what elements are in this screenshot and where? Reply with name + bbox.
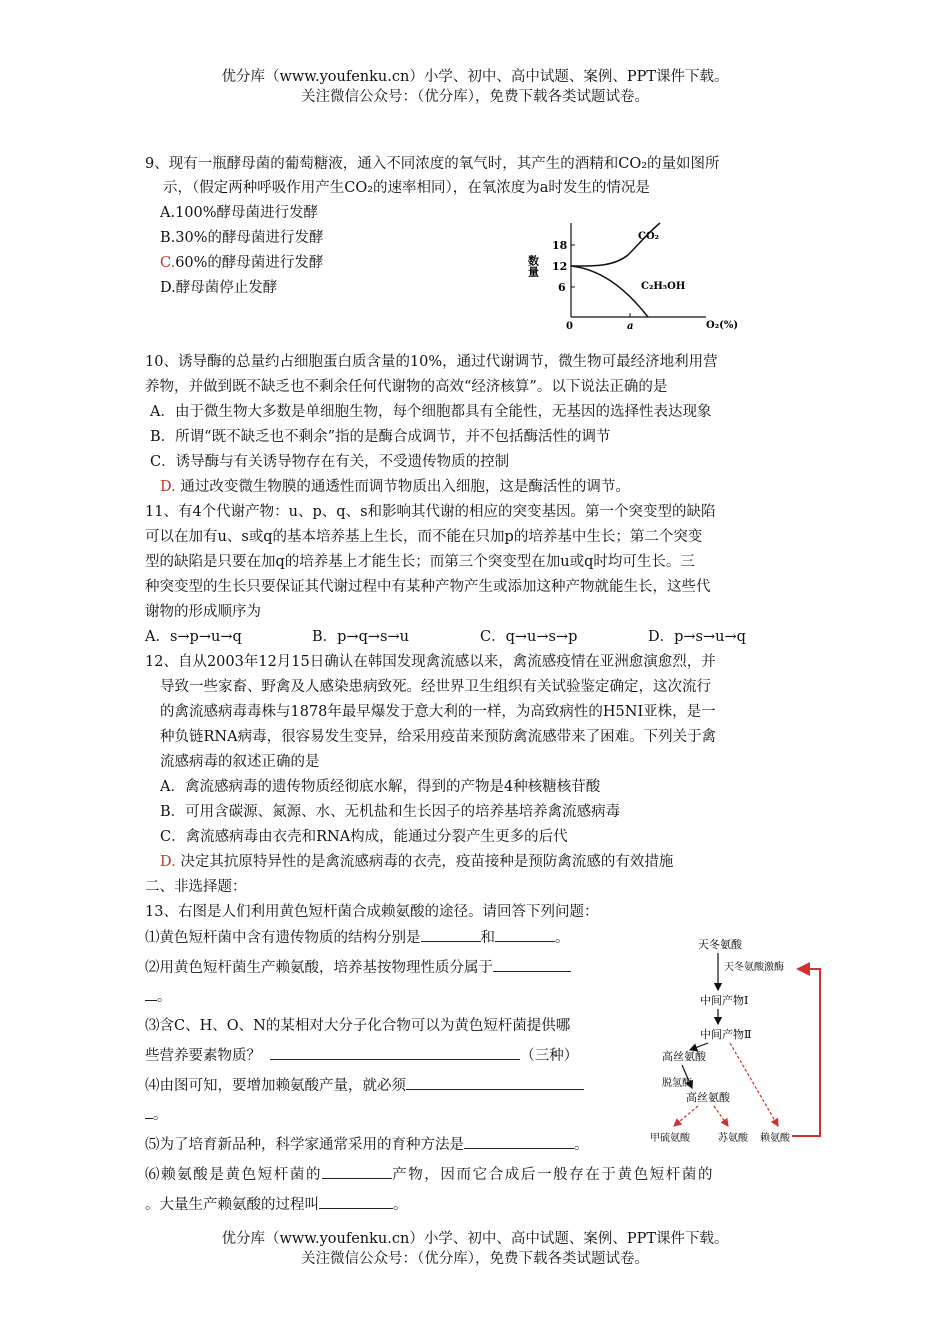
q9-line-2: 示，（假定两种呼吸作用产生CO₂的速率相同），在氧浓度为a时发生的情况是 [163,180,650,196]
chart-y-label: 数量 [526,255,540,277]
q10-option-d-text: 通过改变微生物膜的通透性而调节物质出入细胞，这是酶活性的调节。 [180,479,630,495]
q12-line-2: 导致一些家畜、野禽及人感染患病致死。经世界卫生组织有关试验鉴定确定，这次流行 [160,679,711,695]
q10-option-d [160,477,630,497]
q10-option-d-letter: D. [160,479,176,495]
q13-part-4-cont: 。 [145,1104,168,1125]
q13-intro: 13、右图是人们利用黄色短杆菌合成赖氨酸的途径。请回答下列问题： [145,904,599,920]
chart-y-tick-18: 18 [552,239,568,252]
pathway-lysine: 赖氨酸 [760,1133,790,1144]
q10-option-a: A．由于微生物大多数是单细胞生物，每个细胞都具有全能性，无基因的选择性表达现象 [150,404,712,420]
q13-blank-2-cont[interactable] [145,986,157,1001]
q10-line-2: 养物，并做到既不缺乏也不剩余任何代谢物的高效“经济核算”。以下说法正确的是 [145,379,668,395]
chart-series-label-ethanol: C₂H₅OH [641,281,686,292]
q12-option-a: A．禽流感病毒的遗传物质经彻底水解，得到的产物是4种核糖核苷酸 [160,779,601,795]
q13-blank-4-cont[interactable] [145,1104,153,1119]
footer-line-1: 优分库（www.youfenku.cn）小学、初中、高中试题、案例、PPT课件下载。 [221,1231,729,1247]
q13-part-6-cont: 。大量生产赖氨酸的过程叫 。 [145,1194,408,1215]
chart-x-tick-0: 0 [566,321,573,332]
chart-x-tick-a: a [627,321,634,332]
pathway-aspartate-kinase: 天冬氨酸激酶 [724,962,784,973]
chart-y-tick-12: 12 [552,260,568,273]
q9-option-c-text: 60%的酵母菌进行发酵 [175,255,324,271]
q10-line-1: 10、诱导酶的总量约占细胞蛋白质含量的10%，通过代谢调节，微生物可最经济地利用营 [145,354,718,370]
q9-line-1: 9、现有一瓶酵母菌的葡萄糖液，通入不同浓度的氧气时，其产生的酒精和CO₂的量如图所 [145,156,720,172]
q11-option-a: A．s→p→u→q [145,629,242,645]
q9-option-c-letter: C. [160,255,176,271]
q13-blank-1b[interactable] [495,927,555,942]
q12-line-1: 12、自从2003年12月15日确认在韩国发现禽流感以来，禽流感疫情在亚洲愈演愈烈，并 [145,654,716,670]
q13-blank-6a[interactable] [322,1164,392,1179]
q13-part-3: ⑶含C、H、O、N的某相对大分子化合物可以为黄色短杆菌提供哪 [145,1018,571,1034]
pathway-homoserine: 高丝氨酸 [686,1091,730,1104]
q12-option-b: B．可用含碳源、氮源、水、无机盐和生长因子的培养基培养禽流感病毒 [160,804,621,820]
pathway-intermediate-2: 中间产物Ⅱ [700,1028,752,1041]
q11-line-5: 谢物的形成顺序为 [145,604,261,620]
q9-option-a: A.100%酵母菌进行发酵 [160,205,319,221]
pathway-dehydrogenase: 脱氢酶 [662,1078,692,1089]
q13-blank-5[interactable] [464,1134,574,1149]
q12-line-4: 种负链RNA病毒，很容易发生变异，给采用疫苗来预防禽流感带来了困难。下列关于禽 [160,729,717,745]
q13-part-2-cont: 。 [145,986,172,1007]
chart-y-tick-6: 6 [558,281,566,294]
q10-option-b: B．所谓“既不缺乏也不剩余”指的是酶合成调节，并不包括酶活性的调节 [150,429,611,445]
q9-chart [528,215,768,335]
q13-part-3-cont: 些营养要素物质？ （三种） [145,1045,578,1066]
q12-line-3: 的禽流感病毒毒株与1878年最早爆发于意大利的一样，为高致病性的H5NI亚株，是一 [160,704,716,720]
footer-line-2: 关注微信公众号：（优分库），免费下载各类试题试卷。 [301,1251,649,1267]
q13-blank-3[interactable] [270,1045,520,1060]
chart-line-ethanol [571,266,648,317]
pathway-homoserine-upper: 高丝氨酸 [662,1050,706,1063]
q12-option-d [160,852,673,872]
chart-series-label-co2: CO₂ [638,231,660,242]
q13-part-5: ⑸为了培育新品种，科学家通常采用的育种方法是 。 [145,1134,589,1155]
chart-line-co2 [571,223,660,266]
q13-part-1: ⑴黄色短杆菌中含有遗传物质的结构分别是 和 。 [145,927,570,948]
q12-line-5: 流感病毒的叙述正确的是 [160,754,320,770]
header-line-2: 关注微信公众号：（优分库），免费下载各类试题试卷。 [301,89,649,105]
pathway-threonine: 苏氨酸 [718,1133,748,1144]
q9-option-c [160,253,323,273]
q13-part-2: ⑵用黄色短杆菌生产赖氨酸，培养基按物理性质分属于 [145,957,571,978]
q10-option-c: C．诱导酶与有关诱导物存在有关，不受遗传物质的控制 [150,454,510,470]
q13-part-6: ⑹赖氨酸是黄色短杆菌的 产物，因而它合成后一般存在于黄色短杆菌的 [145,1164,714,1185]
q13-blank-1a[interactable] [421,927,481,942]
lysine-pathway-diagram [640,928,830,1148]
pathway-aspartate: 天冬氨酸 [698,938,742,951]
q11-option-b: B．p→q→s→u [312,629,409,645]
q11-line-4: 种突变型的生长只要保证其代谢过程中有某种产物产生或添加这种产物就能生长，这些代 [145,579,711,595]
q11-line-3: 型的缺陷是只要在加q的培养基上才能生长；而第三个突变型在加u或q时均可生长。三 [145,554,695,570]
q13-blank-6b[interactable] [319,1194,393,1209]
q13-blank-4[interactable] [406,1075,584,1090]
pathway-intermediate-1: 中间产物Ⅰ [700,994,749,1007]
header-line-1: 优分库（www.youfenku.cn）小学、初中、高中试题、案例、PPT课件下载。 [221,69,729,85]
q12-option-d-text: 决定其抗原特异性的是禽流感病毒的衣壳，疫苗接种是预防禽流感的有效措施 [180,854,674,870]
q11-line-1: 11、有4个代谢产物：u、p、q、s和影响其代谢的相应的突变基因。第一个突变型的缺陷 [145,504,716,520]
q9-option-d: D.酵母菌停止发酵 [160,280,278,296]
q12-option-c: C．禽流感病毒由衣壳和RNA构成，能通过分裂产生更多的后代 [160,829,568,845]
q11-option-c: C．q→u→s→p [480,629,578,645]
chart-x-label: O₂(%) [706,320,739,331]
q11-line-2: 可以在加有u、s或q的基本培养基上生长，而不能在只加p的培养基中生长；第二个突变 [145,529,703,545]
pathway-methionine: 甲硫氨酸 [650,1133,690,1144]
q13-blank-2[interactable] [493,957,571,972]
q12-option-d-letter: D. [160,854,176,870]
pathway-feedback-arrow [792,969,820,1136]
q9-option-b: B.30%的酵母菌进行发酵 [160,230,324,246]
section-2-title: 二、非选择题： [145,879,247,895]
q11-option-d: D．p→s→u→q [648,629,746,645]
q13-part-4: ⑷由图可知，要增加赖氨酸产量，就必须 [145,1075,584,1096]
